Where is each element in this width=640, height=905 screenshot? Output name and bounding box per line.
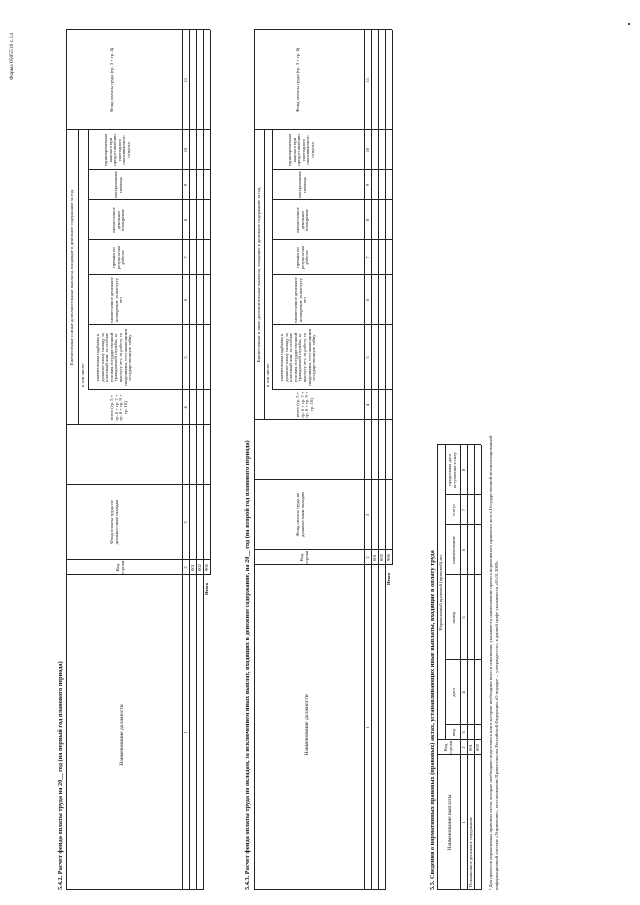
t3-col-code: Код строки [443, 740, 453, 754]
t2-v7 [272, 274, 392, 275]
table1-row2-line [203, 30, 204, 890]
t3-col-title: наименование [451, 536, 456, 564]
t3-num-4: 4 [461, 691, 466, 694]
t1-v6 [88, 324, 210, 325]
t3-col-expire: предельная дата вступления в силу [447, 452, 457, 488]
t2-code-001: 001 [372, 554, 377, 561]
table2-header-bottom [364, 30, 365, 890]
t2-col-9: материальная помощь [297, 171, 307, 198]
t2-num-10: 10 [365, 147, 370, 153]
t1-col-total: всего (гр. 5 + гр. 6 + гр. 7 + гр. 8 + гр. 9 + гр. 10) [109, 394, 128, 421]
t2-col-10: единовременная выплата при предоставлении ежегодного оплачиваемого отпуска [287, 133, 315, 167]
t1-num-2: 2 [183, 566, 188, 569]
t2-v5 [272, 389, 392, 390]
table2-top-line [254, 30, 255, 890]
t3-act-group: Нормативный правовой (правовой) акт [438, 554, 443, 631]
t1-num-10: 10 [183, 147, 188, 153]
t1-num-11: 11 [183, 77, 188, 83]
t2-code-002: 002 [379, 554, 384, 561]
table1-num-line [189, 30, 190, 890]
t3-num-8: 8 [461, 468, 466, 472]
t2-col-5: ежемесячная надбавка к должностному окладу за классный чин, за особые условия государственной гражданской службы, за выслугу лет, за работу со сведениями, составляющими государственную тайну [279, 328, 317, 387]
t3-num-2: 2 [461, 746, 466, 749]
t1-v0 [66, 889, 203, 890]
t1-col-6: ежемесячное денежное поощрение за выслугу лет [109, 277, 124, 323]
t1-v5 [88, 389, 210, 390]
table2-row2-line [385, 30, 386, 890]
t1-total-label: Итого [204, 582, 209, 595]
t1-code-900: 900 [204, 564, 209, 571]
t2-total-label: Итого [386, 572, 391, 585]
t2-col-name: Наименование должности [304, 694, 310, 756]
table3-group-line [445, 445, 446, 740]
t1-col-name: Наименование должности [119, 704, 125, 766]
t3-col-number: номер [451, 611, 456, 624]
t1-num-3: 3 [183, 521, 188, 524]
t1-col-8: ежемесячное денежное поощрение [111, 207, 126, 233]
table3-row1-line [474, 445, 475, 890]
table1-total-line [210, 30, 211, 575]
t2-v11 [254, 129, 392, 130]
t1-num-5: 5 [183, 356, 188, 359]
t3-v2 [437, 739, 481, 740]
t2-v2 [254, 549, 392, 550]
t1-v10 [88, 169, 210, 170]
table1-top-line [66, 30, 67, 890]
t2-num-5: 5 [365, 356, 370, 359]
t2-v12 [254, 29, 392, 30]
t1-num-1: 1 [183, 731, 188, 734]
t1-group-header: Ежемесячные и иные дополнительные выплаты, входящие в денежное содержание за год [69, 190, 74, 365]
t1-v7 [88, 274, 210, 275]
t1-code-001: 001 [190, 564, 195, 571]
t3-v0 [437, 889, 481, 890]
t1-v9 [88, 199, 210, 200]
t1-col-10: единовременная выплата при предоставлении ежегодного оплачиваемого отпуска [103, 133, 131, 167]
t3-col-name: Наименование выплаты [447, 794, 453, 851]
t2-col-fund: Фонд оплаты труда по должностным окладам [295, 492, 305, 537]
t1-code-002: 002 [197, 564, 202, 571]
t3-col-type: вид [451, 729, 456, 736]
table1-row1-line [196, 30, 197, 890]
t1-num-9: 9 [183, 183, 188, 187]
t2-num-7: 7 [365, 256, 370, 259]
section-55-title: 5.5. Сведения о нормативных правовых (правовых) актах, устанавливающих иные выплаты, входящие в оплату труда [429, 550, 436, 890]
t3-row-label: Повышенное денежное содержание [468, 817, 473, 887]
t1-col-5: ежемесячная надбавка к должностному окладу за классный чин, за особые условия государственной гражданской службы, за выслугу лет, за работу со сведениями, составляющими государственную тайну [95, 328, 133, 387]
t3-code-002: 002 [475, 744, 480, 751]
t3-num-1: 1 [461, 821, 466, 824]
t2-including: в том числе: [265, 363, 270, 387]
t1-num-6: 6 [183, 298, 188, 302]
table2-row1-line [378, 30, 379, 890]
t2-num-1: 1 [365, 726, 370, 729]
t1-num-7: 7 [183, 256, 188, 259]
t3-col-status: статус [451, 503, 456, 517]
t3-num-6: 6 [461, 548, 466, 552]
t2-num-6: 6 [365, 298, 370, 302]
table1-header-bottom [182, 30, 183, 890]
footnote: ¹ Для проектов нормативных правовых актов, которые необходимо подготовить или в которые необходимо внести изменения, указывается наименование проекта нормативного правового акта в Государственной автоматизированной информационной системе «Управление», постановление Правительства Российской Федерации «О порядке ... утверждается»; в данной графе указывается «01.01.2009» [488, 435, 499, 890]
table3-top-line [437, 445, 438, 890]
t2-col-6: ежемесячное денежное поощрение за выслугу лет [293, 277, 308, 323]
scan-speck [628, 23, 630, 25]
t2-num-11: 11 [365, 77, 370, 83]
t3-num-7: 7 [461, 508, 466, 512]
table2-total-line [392, 30, 393, 565]
t2-code-900: 900 [386, 554, 391, 561]
t1-col-7: премии по результатам работы [111, 245, 126, 270]
section-543-title: 5.4.3. Расчет фонда оплаты труда по окладам, за исключением иных выплат, входящих в денежное содержание, на 20__ год (на второй год планового периода) [244, 440, 251, 890]
table1-group-line [78, 130, 79, 425]
t1-v8 [88, 239, 210, 240]
t3-col-date: дата [451, 688, 456, 697]
t1-num-4: 4 [183, 406, 188, 409]
t2-v6 [272, 324, 392, 325]
t2-num-2: 2 [365, 556, 370, 559]
t3-num-3: 3 [461, 731, 466, 734]
t2-v1 [254, 564, 392, 565]
t1-col-9: материальная помощь [113, 171, 123, 198]
table3-row2-line [481, 445, 482, 890]
t1-col-11: Фонд оплаты труда (гр. 3 + гр. 4) [109, 47, 114, 113]
t2-v9 [272, 199, 392, 200]
section-542-title: 5.4.2. Расчет фонда оплаты труда на 20__ год (на первый год планового периода) [57, 661, 64, 890]
t1-num-8: 8 [183, 218, 188, 222]
t3-v8 [437, 444, 481, 445]
t2-num-4: 4 [365, 403, 370, 407]
t1-col-code: Код строки [115, 560, 125, 574]
t3-v1 [437, 754, 481, 755]
t2-num-9: 9 [365, 183, 370, 187]
t2-v10 [272, 169, 392, 170]
t2-col-code: Код строки [299, 550, 309, 564]
t2-col-total: всего (гр. 5 + гр. 6 + гр. 7 + гр. 8 + гр. 9 + гр. 10) [295, 391, 314, 418]
form-number: Форма 0505516 с.14 [9, 33, 15, 80]
t1-col-fund: Фонд оплаты труда по должностным окладам [109, 499, 119, 545]
t2-col-7: премии по результатам работы [295, 245, 310, 270]
t2-col-11: Фонд оплаты труда (гр. 3 + гр. 4) [295, 47, 300, 113]
t3-num-5: 5 [461, 616, 466, 619]
t2-num-8: 8 [365, 218, 370, 222]
t2-col-8: ежемесячное денежное поощрение [295, 207, 310, 233]
t2-v8 [272, 239, 392, 240]
t2-v3 [254, 479, 392, 480]
t3-code-001: 001 [468, 744, 473, 751]
t1-including: в том числе: [80, 363, 85, 387]
t2-v4 [254, 419, 392, 420]
table2-num-line [371, 30, 372, 890]
t2-num-3: 3 [365, 513, 370, 517]
t2-group-header: Ежемесячные и иные дополнительные выплаты, входящие в денежное содержание за год [256, 187, 261, 363]
